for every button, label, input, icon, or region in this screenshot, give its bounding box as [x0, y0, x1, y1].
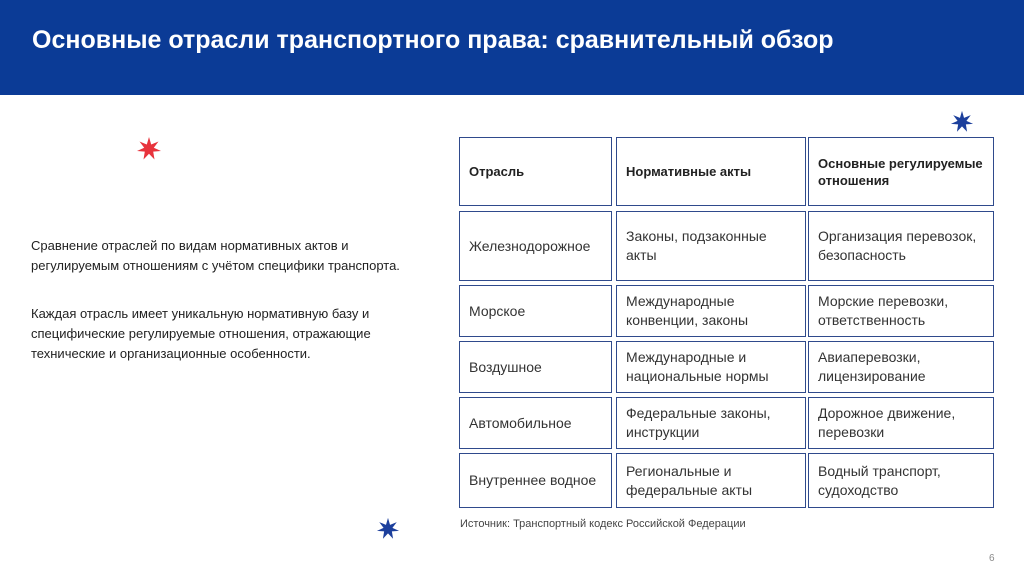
page-title: Основные отрасли транспортного права: сравнительный обзор	[32, 26, 834, 54]
title-bar	[0, 0, 1024, 95]
table-cell: Воздушное	[459, 341, 612, 393]
table-cell: Внутреннее водное	[459, 453, 612, 508]
table-cell: Федеральные законы, инструкции	[616, 397, 806, 449]
table-cell: Морское	[459, 285, 612, 337]
star-icon-red	[136, 136, 162, 162]
table-cell: Автомобильное	[459, 397, 612, 449]
table-cell: Организация перевозок, безопасность	[808, 211, 994, 281]
table-cell: Законы, подзаконные акты	[616, 211, 806, 281]
table-cell: Железнодорожное	[459, 211, 612, 281]
source-note: Источник: Транспортный кодекс Российской Федерации	[460, 518, 746, 530]
intro-text	[31, 236, 411, 392]
table-cell: Международные конвенции, законы	[616, 285, 806, 337]
star-icon-blue	[376, 517, 400, 541]
table-cell: Водный транспорт, судоходство	[808, 453, 994, 508]
table-cell: Международные и национальные нормы	[616, 341, 806, 393]
table-cell: Авиаперевозки, лицензирование	[808, 341, 994, 393]
table-header-cell: Основные регулируемые отношения	[808, 137, 994, 206]
table-header-cell: Отрасль	[459, 137, 612, 206]
table-cell: Дорожное движение, перевозки	[808, 397, 994, 449]
star-icon-blue	[950, 110, 974, 134]
table-cell: Морские перевозки, ответственность	[808, 285, 994, 337]
intro-paragraph: Каждая отрасль имеет уникальную нормативную базу и специфические регулируемые отношения, отражающие технические и организационные особенности.	[31, 306, 371, 361]
table-header-cell: Нормативные акты	[616, 137, 806, 206]
intro-paragraph: Сравнение отраслей по видам нормативных актов и регулируемым отношениям с учётом специфики транспорта.	[31, 238, 400, 273]
page-number: 6	[989, 553, 995, 564]
table-cell: Региональные и федеральные акты	[616, 453, 806, 508]
